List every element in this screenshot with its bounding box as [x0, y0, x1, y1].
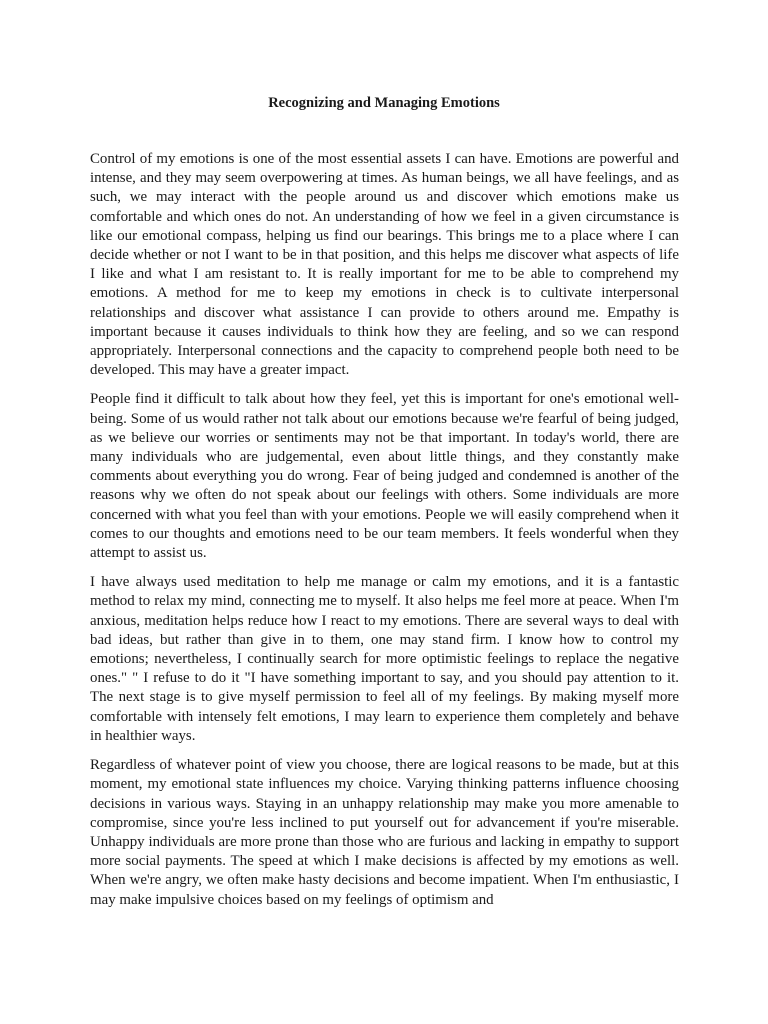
paragraph-1: Control of my emotions is one of the most essential assets I can have. Emotions are powerful and intense, and they may seem overpowering at times. As human beings, we all have feelings, and as such, we may interact with the people around us and discover which emotions make us comfortable and which ones do not. An understanding of how we feel in a given circumstance is like our emotional compass, helping us find our bearings. This brings me to a place where I can decide whether or not I want to be in that position, and this helps me discover what aspects of life I like and what I am resistant to. It is really important for me to be able to comprehend my emotions. A method for me to keep my emotions in check is to cultivate interpersonal relationships and discover what assistance I can provide to others around me. Empathy is important because it causes individuals to think how they are feeling, and so we can respond appropriately. Interpersonal connections and the capacity to comprehend people both need to be developed. This may have a greater impact. — [90, 151, 679, 379]
paragraph-4: Regardless of whatever point of view you choose, there are logical reasons to be made, but at this moment, my emotional state influences my choice. Varying thinking patterns influence choosing decisions in various ways. Staying in an unhappy relationship may make you more amenable to compromise, since you're less inclined to put yourself out for advancement if you're miserable. Unhappy individuals are more prone than those who are furious and lacking in empathy to support more social payments. The speed at which I make decisions is affected by my emotions as well. When we're angry, we often make hasty decisions and become impatient. When I'm enthusiastic, I may make impulsive choices based on my feelings of optimism and — [90, 757, 679, 908]
document-title: Recognizing and Managing Emotions — [268, 95, 500, 111]
paragraph-2: People find it difficult to talk about how they feel, yet this is important for one's emotional well-being. Some of us would rather not talk about our emotions because we're fearful of being judged, as we believe our worries or sentiments may not be that important. In today's world, there are many individuals who are judgemental, even about little things, and they constantly make comments about everything you do wrong. Fear of being judged and condemned is another of the reasons why we often do not speak about our feelings with others. Some individuals are more concerned with what you feel than with your emotions. People we will easily comprehend when it comes to our thoughts and emotions need to be our team members. It feels wonderful when they attempt to assist us. — [90, 391, 679, 562]
paragraph-3: I have always used meditation to help me manage or calm my emotions, and it is a fantastic method to relax my mind, connecting me to myself. It also helps me feel more at peace. When I'm anxious, meditation helps reduce how I react to my emotions. There are several ways to deal with bad ideas, but rather than give in to them, one may stand firm. I know how to control my emotions; nevertheless, I continually search for more optimistic feelings to replace the negative ones." " I refuse to do it "I have something important to say, and you should pay attention to it. The next stage is to give myself permission to feel all of my feelings. By making myself more comfortable with intensely felt emotions, I may learn to experience them completely and behave in healthier ways. — [90, 574, 679, 744]
document-body — [90, 150, 679, 920]
